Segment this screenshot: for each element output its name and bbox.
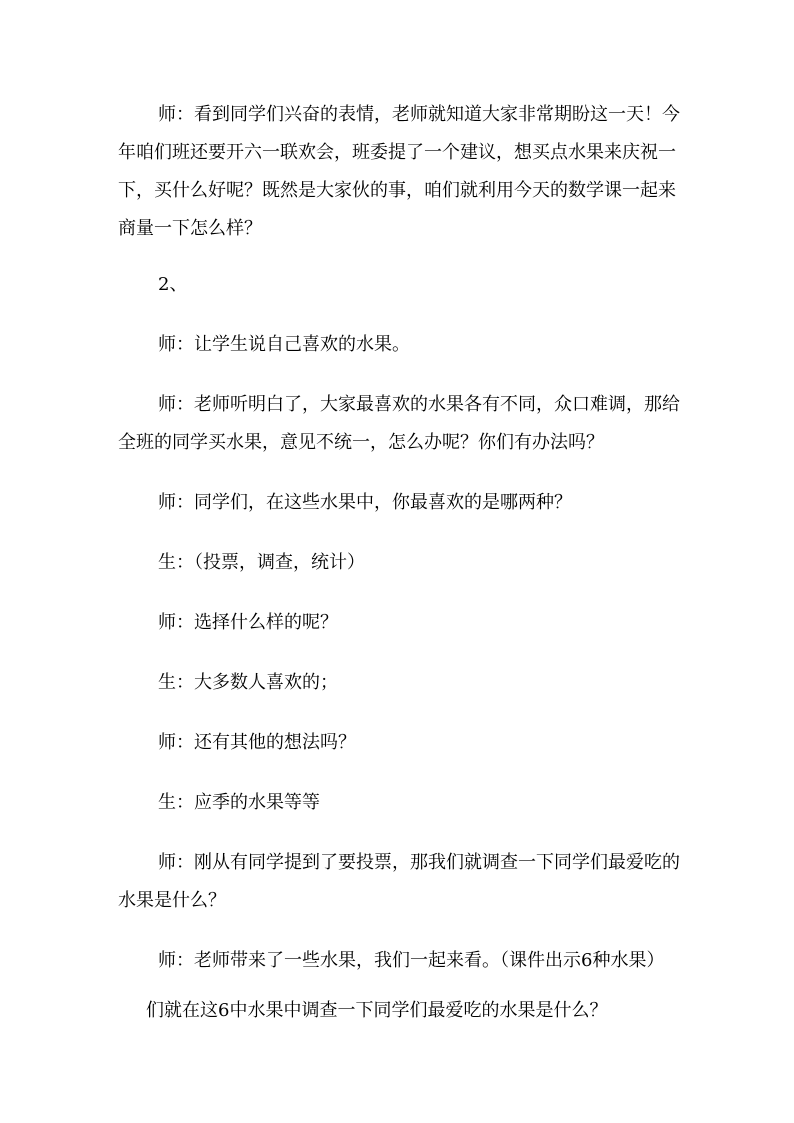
paragraph-seasonal-fruit: 生：应季的水果等等 bbox=[158, 792, 320, 813]
paragraph-intro: 师：看到同学们兴奋的表情，老师就知道大家非常期盼这一天！今年咱们班还要开六一联欢会，班委提了一个建议，想买点水果来庆祝一下，买什么好呢？既然是大家伙的事，咱们就利用今天的数学课一起来商量一下怎么样？ bbox=[118, 104, 680, 239]
paragraph-favorite-two: 师：同学们，在这些水果中，你最喜欢的是哪两种？ bbox=[158, 492, 572, 513]
document-body bbox=[118, 96, 684, 1030]
paragraph-other-ideas: 师：还有其他的想法吗？ bbox=[158, 732, 356, 753]
paragraph-vote-investigation: 师：刚从有同学提到了要投票，那我们就调查一下同学们最爱吃的水果是什么？ bbox=[118, 852, 680, 911]
paragraph-vote-survey: 生：（投票，调查，统计） bbox=[158, 552, 365, 573]
paragraph-six-fruits: 师：老师带来了一些水果，我们一起来看。（课件出示6种水果） bbox=[158, 950, 665, 971]
paragraph-different-opinions: 师：老师听明白了，大家最喜欢的水果各有不同，众口难调，那给全班的同学买水果，意见不统一，怎么办呢？你们有办法吗？ bbox=[118, 394, 680, 453]
paragraph-choose-what: 师：选择什么样的呢？ bbox=[158, 612, 338, 633]
paragraph-student-favorite-fruit: 师：让学生说自己喜欢的水果。 bbox=[158, 334, 410, 355]
paragraph-survey-favorite-fruit: 们就在这6中水果中调查一下同学们最爱吃的水果是什么？ bbox=[146, 1000, 608, 1021]
paragraph-number-2: 2、 bbox=[158, 274, 188, 295]
paragraph-majority-like: 生：大多数人喜欢的； bbox=[158, 672, 338, 693]
